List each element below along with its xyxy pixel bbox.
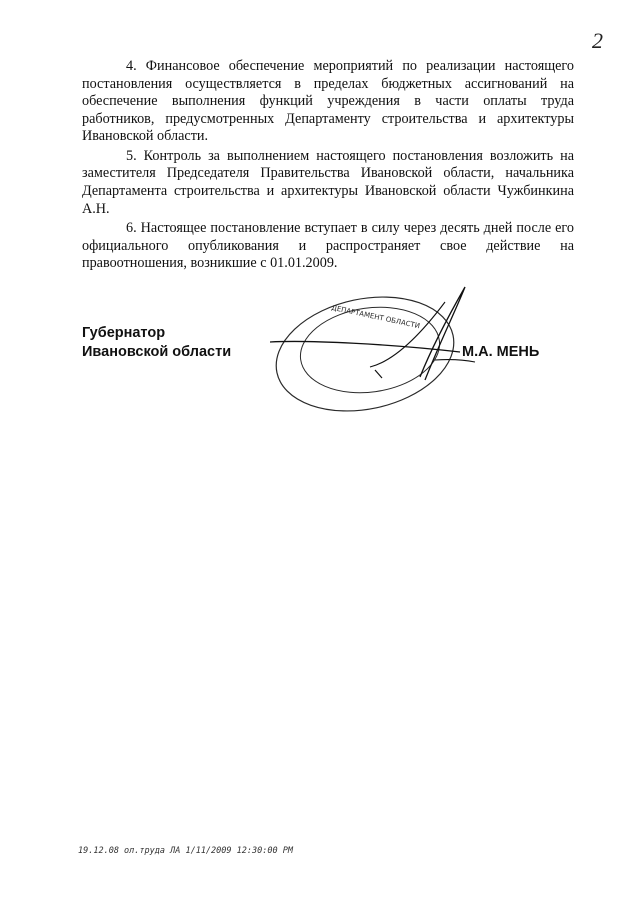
signer-title-line2: Ивановской области (82, 344, 232, 360)
paragraph-financing: 4. Финансовое обеспечение мероприятий по реализации настоящего постановления осуществляется в пределах бюджетных ассигнований на обеспечение выполнения функций учреждения в части оплаты труда работников, предусмотренных Департаменту строительства и архитектуры Ивановской области. (82, 58, 574, 145)
document-body (82, 58, 574, 275)
signature-stroke-5 (435, 360, 475, 362)
footer-print-stamp: 19.12.08 ол.труда ЛА 1/11/2009 12:30:00 PM (78, 846, 293, 856)
paragraph-control: 5. Контроль за выполнением настоящего постановления возложить на заместителя Председателя Правительства Ивановской области, начальника Департамента строительства и архитектуры Ивановской области Чужбинкина А.Н. (82, 147, 574, 217)
signature-stroke-2 (420, 287, 465, 380)
signer-name: М.А. МЕНЬ (462, 344, 540, 360)
seal-text: ДЕПАРТАМЕНТ ОБЛАСТИ (330, 303, 421, 331)
page-number: 2 (592, 28, 603, 53)
signature-stroke-4 (375, 370, 382, 378)
signer-title-line1: Губернатор (82, 325, 166, 341)
paragraph-effective-date: 6. Настоящее постановление вступает в силу через десять дней после его официального опубликования и распространяет свое действие на правоотношения, возникшие с 01.01.2009. (82, 219, 574, 272)
official-seal-and-signature (270, 282, 480, 417)
